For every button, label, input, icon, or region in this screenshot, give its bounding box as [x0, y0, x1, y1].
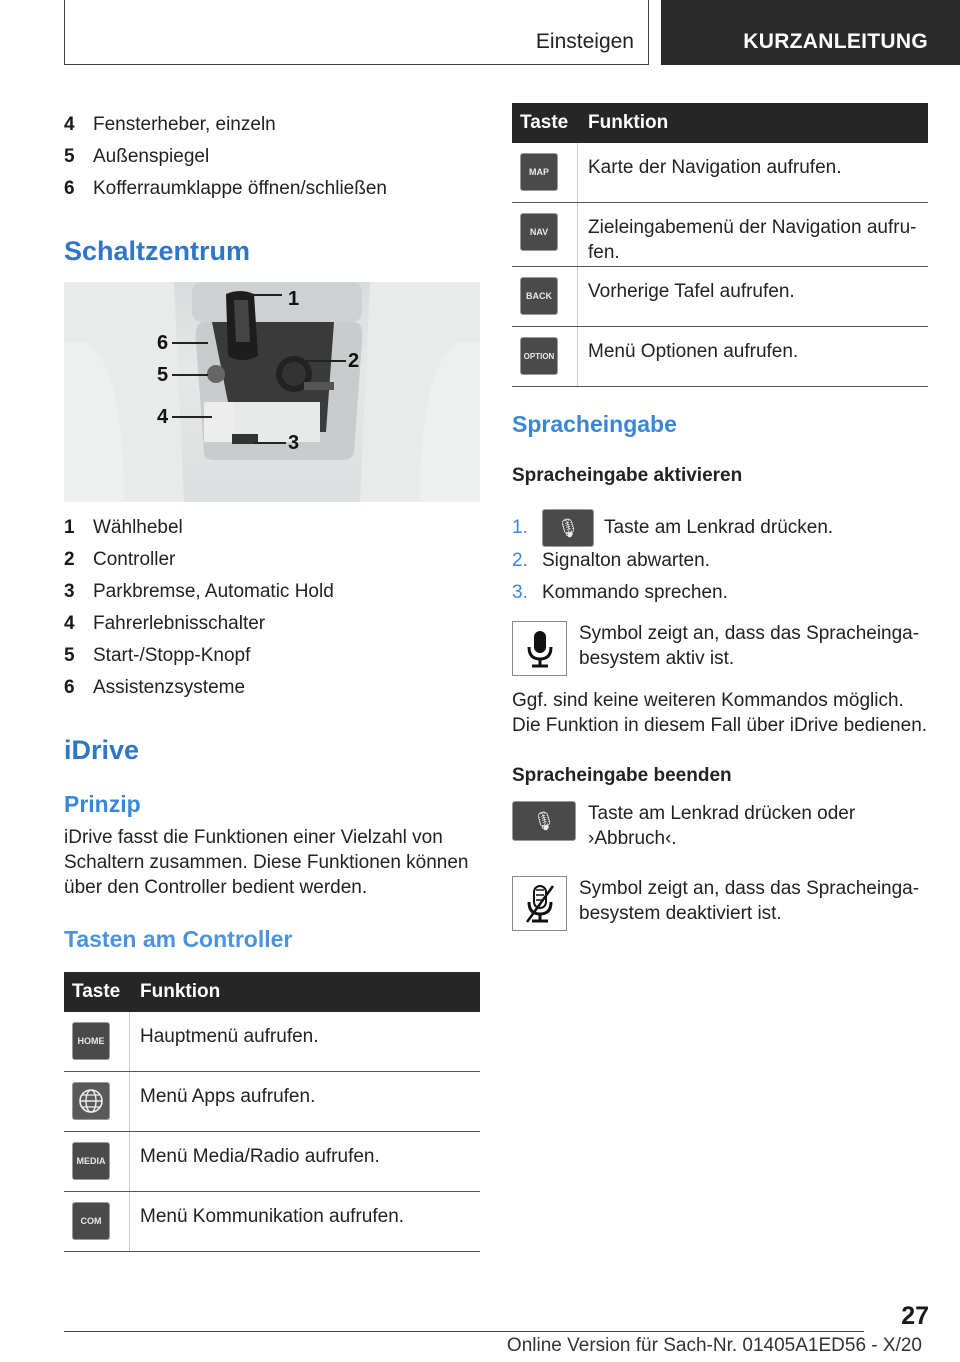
callout-line-2 — [306, 360, 346, 362]
row-function-text: Menü Optionen aufrufen. — [588, 341, 799, 362]
column-divider — [577, 267, 578, 326]
row-function-text: Zieleingabemenü der Navigation aufru-fen. — [588, 217, 917, 263]
microphone-off-icon — [512, 876, 567, 931]
microphone-active-glyph — [525, 629, 555, 669]
heading-tasten-am-controller: Tasten am Controller — [64, 926, 293, 952]
globe-icon — [72, 1082, 110, 1120]
voice-active-text: Symbol zeigt an, dass das Spracheinga-besystem aktiv ist. — [579, 623, 920, 669]
step-item — [512, 545, 932, 577]
column-divider — [129, 1012, 130, 1071]
voice-active-symbol-row — [512, 621, 932, 677]
table-row — [512, 203, 928, 267]
table-row — [512, 327, 928, 387]
top-item-list — [64, 113, 484, 209]
callout-1: 1 — [288, 288, 300, 310]
list-item-text: Wählhebel — [93, 517, 183, 538]
list-item — [64, 516, 484, 548]
table-row — [64, 1192, 480, 1252]
column-header-funktion: Funktion — [588, 112, 669, 133]
list-item-number: 2 — [64, 549, 75, 570]
page-number: 27 — [901, 1302, 929, 1330]
column-divider — [129, 1192, 130, 1251]
list-item-number: 3 — [64, 581, 75, 602]
step-number: 3. — [512, 582, 528, 603]
controller-keys-table-continued — [512, 103, 928, 387]
row-function-text: Menü Apps aufrufen. — [140, 1086, 316, 1107]
list-item-text: Controller — [93, 549, 176, 570]
microphone-active-icon — [512, 621, 567, 676]
list-item — [64, 580, 484, 612]
microphone-key-icon: 🎙 — [542, 509, 594, 547]
column-divider — [129, 1132, 130, 1191]
column-divider — [577, 327, 578, 386]
table-row — [64, 1012, 480, 1072]
heading-prinzip: Prinzip — [64, 791, 141, 817]
row-function-text: Hauptmenü aufrufen. — [140, 1026, 319, 1047]
heading-idrive: iDrive — [64, 735, 140, 765]
step-text: Signalton abwarten. — [542, 550, 710, 571]
option-key-icon: OPTION — [520, 337, 558, 375]
microphone-key-icon: 🎙 — [512, 801, 576, 841]
table-row — [64, 1072, 480, 1132]
console-item-list — [64, 516, 484, 708]
table-header — [512, 103, 928, 143]
list-item — [64, 548, 484, 580]
heading-spracheingabe-beenden: Spracheingabe beenden — [512, 765, 732, 786]
header-section-label: Einsteigen — [535, 30, 634, 53]
callout-line-4 — [172, 416, 212, 418]
callout-line-5 — [172, 374, 208, 376]
voice-inactive-text: Symbol zeigt an, dass das Spracheinga-besystem deaktiviert ist. — [579, 878, 920, 924]
list-item — [64, 676, 484, 708]
controller-keys-table — [64, 972, 480, 1252]
callout-2: 2 — [348, 350, 360, 372]
list-item — [64, 113, 484, 145]
list-item-number: 6 — [64, 677, 75, 698]
list-item — [64, 644, 484, 676]
list-item-number: 4 — [64, 613, 75, 634]
step-item — [512, 577, 932, 609]
table-row — [512, 267, 928, 327]
microphone-off-glyph — [525, 884, 555, 924]
row-function-text: Vorherige Tafel aufrufen. — [588, 281, 795, 302]
list-item-text: Parkbremse, Automatic Hold — [93, 581, 334, 602]
callout-6: 6 — [157, 332, 169, 354]
list-item-text: Assistenzsysteme — [93, 677, 246, 698]
header-chapter-tab — [661, 0, 960, 65]
callout-4: 4 — [157, 406, 169, 428]
list-item-number: 5 — [64, 146, 75, 167]
map-key-icon: MAP — [520, 153, 558, 191]
heading-spracheingabe-aktivieren: Spracheingabe aktivieren — [512, 465, 743, 486]
column-header-taste: Taste — [520, 112, 569, 133]
list-item — [64, 145, 484, 177]
callout-3: 3 — [288, 432, 300, 454]
footer-version-text: Online Version für Sach-Nr. 01405A1ED56 - X/20 — [506, 1335, 922, 1356]
callout-line-3 — [254, 442, 286, 444]
media-key-icon: MEDIA — [72, 1142, 110, 1180]
com-key-icon: COM — [72, 1202, 110, 1240]
list-item-text: Fahrerlebnisschalter — [93, 613, 266, 634]
row-function-text: Menü Kommunikation aufrufen. — [140, 1206, 405, 1227]
step-number: 1. — [512, 517, 528, 538]
column-divider — [577, 203, 578, 266]
center-console-illustration — [64, 282, 480, 502]
column-divider — [129, 1072, 130, 1131]
table-row — [512, 143, 928, 203]
list-item-number: 4 — [64, 114, 75, 135]
header-section-tab — [64, 0, 649, 65]
voice-end-text: Taste am Lenkrad drücken oder ›Abbruch‹. — [588, 803, 856, 849]
step-text: Taste am Lenkrad drücken. — [604, 517, 834, 538]
list-item-text: Start-/Stopp-Knopf — [93, 645, 251, 666]
home-key-icon: HOME — [72, 1022, 110, 1060]
list-item-number: 1 — [64, 517, 75, 538]
globe-icon-glyph — [78, 1088, 104, 1114]
voice-note-paragraph: Ggf. sind keine weiteren Kommandos möglich. Die Funktion in diesem Fall über iDrive bedienen. — [512, 690, 928, 736]
list-item-number: 5 — [64, 645, 75, 666]
list-item-text: Außenspiegel — [93, 146, 210, 167]
column-header-taste: Taste — [72, 981, 121, 1002]
header-chapter-label: KURZANLEITUNG — [743, 30, 928, 53]
step-number: 2. — [512, 550, 528, 571]
column-divider — [577, 143, 578, 202]
callout-line-1 — [244, 294, 282, 296]
list-item-text: Kofferraumklappe öffnen/schließen — [93, 178, 387, 199]
row-function-text: Menü Media/Radio aufrufen. — [140, 1146, 380, 1167]
activation-steps — [512, 511, 932, 609]
callout-line-6 — [172, 342, 208, 344]
step-item — [512, 511, 932, 545]
center-console-photo — [64, 282, 480, 502]
voice-end-row — [512, 801, 932, 853]
prinzip-paragraph: iDrive fasst die Funktionen einer Vielzahl von Schaltern zusammen. Diese Funktionen können über den Controller bedient werden. — [64, 827, 469, 898]
step-text: Kommando sprechen. — [542, 582, 728, 603]
table-header — [64, 972, 480, 1012]
list-item-text: Fensterheber, einzeln — [93, 114, 276, 135]
heading-schaltzentrum: Schaltzentrum — [64, 236, 251, 266]
voice-inactive-symbol-row — [512, 876, 932, 932]
heading-spracheingabe: Spracheingabe — [512, 411, 677, 437]
nav-key-icon: NAV — [520, 213, 558, 251]
back-key-icon: BACK — [520, 277, 558, 315]
callout-5: 5 — [157, 364, 169, 386]
list-item — [64, 177, 484, 209]
table-row — [64, 1132, 480, 1192]
footer-divider — [64, 1331, 864, 1332]
column-header-funktion: Funktion — [140, 981, 221, 1002]
list-item — [64, 612, 484, 644]
list-item-number: 6 — [64, 178, 75, 199]
row-function-text: Karte der Navigation aufrufen. — [588, 157, 842, 178]
